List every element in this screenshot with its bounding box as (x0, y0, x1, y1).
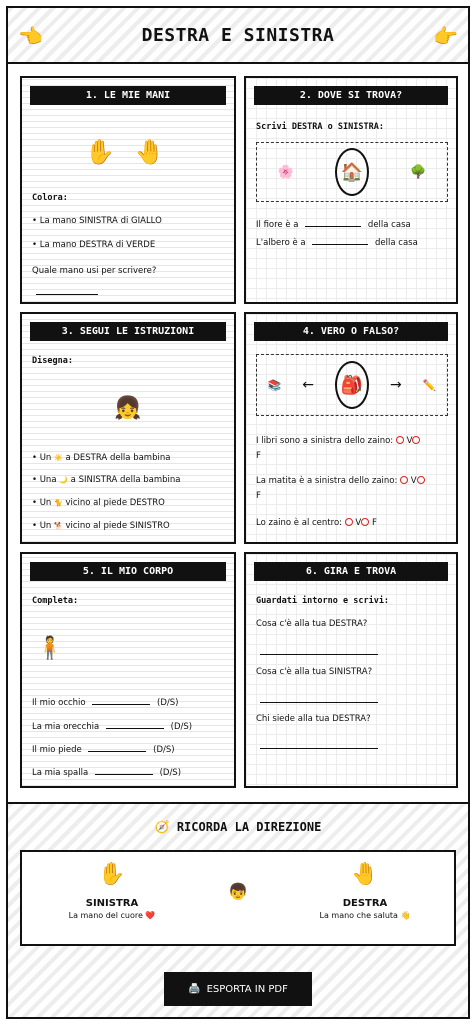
list-item: • Una 🌙 a SINISTRA della bambina (32, 475, 181, 485)
worksheet (6, 6, 470, 1019)
list-item: • Un 🐈 vicino al piede DESTRO (32, 498, 165, 508)
instruction-label: Colora: (32, 193, 68, 203)
option-circle[interactable] (412, 436, 420, 444)
direction-label: DESTRA (342, 898, 388, 909)
export-pdf-button[interactable] (164, 972, 312, 1006)
statement: La matita è a sinistra dello zaino: V F (256, 474, 452, 504)
tree-icon: 🌳 (410, 164, 427, 180)
card-follow-instructions (20, 312, 236, 544)
backpack-icon: 🎒 (335, 361, 369, 409)
left-direction (62, 862, 162, 920)
scene-box (256, 354, 448, 416)
dog-icon: 🐕 (54, 522, 63, 530)
answer-blank[interactable] (260, 694, 378, 703)
answer-blank[interactable] (92, 696, 150, 705)
answer-blank[interactable] (106, 720, 164, 729)
option-circle[interactable] (400, 476, 408, 484)
body-line: La mia orecchia (D/S) (32, 722, 193, 732)
arrow-right-icon: → (389, 377, 402, 393)
sentence-flower (256, 218, 452, 231)
sentence-tree (256, 236, 452, 249)
card-my-hands (20, 76, 236, 304)
right-direction (310, 862, 420, 920)
option-circle[interactable] (345, 518, 353, 526)
pencil-icon: ✏️ (422, 378, 437, 392)
instruction-label: Guardati intorno e scrivi: (256, 596, 390, 606)
instruction-label: Completa: (32, 596, 79, 606)
card-title: 3. SEGUI LE ISTRUZIONI (30, 322, 226, 341)
right-hand-icon: 🤚 (351, 862, 379, 887)
boy-icon: 👦 (228, 882, 248, 901)
printer-icon: 🖨️ (188, 983, 201, 995)
direction-desc: La mano che saluta 👋 (319, 911, 411, 920)
answer-blank[interactable] (88, 743, 146, 752)
left-hand-icon: ✋ (98, 862, 126, 887)
direction-label: SINISTRA (85, 898, 139, 909)
cat-icon: 🐈 (54, 499, 63, 507)
direction-box (20, 850, 456, 946)
question-text: Chi siede alla tua DESTRA? (256, 714, 371, 724)
card-title: 4. VERO O FALSO? (254, 322, 448, 341)
books-icon: 📚 (267, 378, 282, 392)
list-item: • La mano SINISTRA di GIALLO (32, 216, 162, 226)
answer-blank[interactable] (312, 236, 368, 245)
arrow-left-icon: ← (302, 377, 314, 393)
page-title: DESTRA E SINISTRA (141, 24, 335, 46)
moon-icon: 🌙 (59, 476, 68, 484)
card-title: 6. GIRA E TROVA (254, 562, 448, 581)
flower-icon: 🌸 (277, 164, 294, 180)
option-circle[interactable] (396, 436, 404, 444)
section-title: 🧭 RICORDA LA DIREZIONE (154, 820, 322, 834)
card-title: 2. DOVE SI TROVA? (254, 86, 448, 105)
person-icon: 🧍 (36, 636, 64, 661)
instruction-label: Disegna: (32, 356, 73, 366)
question-text: Quale mano usi per scrivere? (32, 266, 157, 276)
card-true-false (244, 312, 458, 544)
direction-desc: La mano del cuore ❤️ (68, 911, 156, 920)
sentence-text: della casa (367, 220, 411, 230)
question-text: Cosa c'è alla tua SINISTRA? (256, 667, 373, 677)
option-circle[interactable] (361, 518, 369, 526)
option-circle[interactable] (417, 476, 425, 484)
card-title: 5. IL MIO CORPO (30, 562, 226, 581)
answer-blank[interactable] (36, 286, 98, 295)
girl-icon: 👧 (114, 396, 142, 421)
card-title: 1. LE MIE MANI (30, 86, 226, 105)
sentence-text: L'albero è a (256, 238, 306, 248)
answer-blank[interactable] (305, 218, 361, 227)
question-text: Cosa c'è alla tua DESTRA? (256, 619, 368, 629)
statement: I libri sono a sinistra dello zaino: V F (256, 434, 452, 464)
list-item: • Un 🐕 vicino al piede SINISTRO (32, 521, 170, 531)
body-line: Il mio occhio (D/S) (32, 698, 179, 708)
export-label: ESPORTA IN PDF (206, 983, 288, 995)
list-item: • Un ☀️ a DESTRA della bambina (32, 453, 171, 463)
scene-box (256, 142, 448, 202)
sentence-text: della casa (375, 238, 418, 248)
instruction-label: Scrivi DESTRA o SINISTRA: (256, 122, 384, 132)
card-turn-and-find (244, 552, 458, 788)
card-my-body (20, 552, 236, 788)
card-where-is-it (244, 76, 458, 304)
answer-blank[interactable] (260, 646, 378, 655)
header (8, 8, 468, 64)
answer-blank[interactable] (95, 766, 153, 775)
body-line: La mia spalla (D/S) (32, 768, 182, 778)
sentence-text: Il fiore è a (256, 220, 299, 230)
pointing-right-icon: 👉 (433, 24, 458, 48)
hands-icon: ✋ 🤚 (85, 138, 171, 166)
remember-section (8, 802, 468, 1017)
house-icon: 🏠 (335, 148, 369, 196)
statement: Lo zaino è al centro: V F (256, 518, 377, 528)
body-line: Il mio piede (D/S) (32, 745, 175, 755)
answer-blank[interactable] (260, 740, 378, 749)
sun-icon: ☀️ (54, 454, 63, 462)
list-item: • La mano DESTRA di VERDE (32, 240, 156, 250)
pointing-left-icon: 👈 (18, 24, 43, 48)
